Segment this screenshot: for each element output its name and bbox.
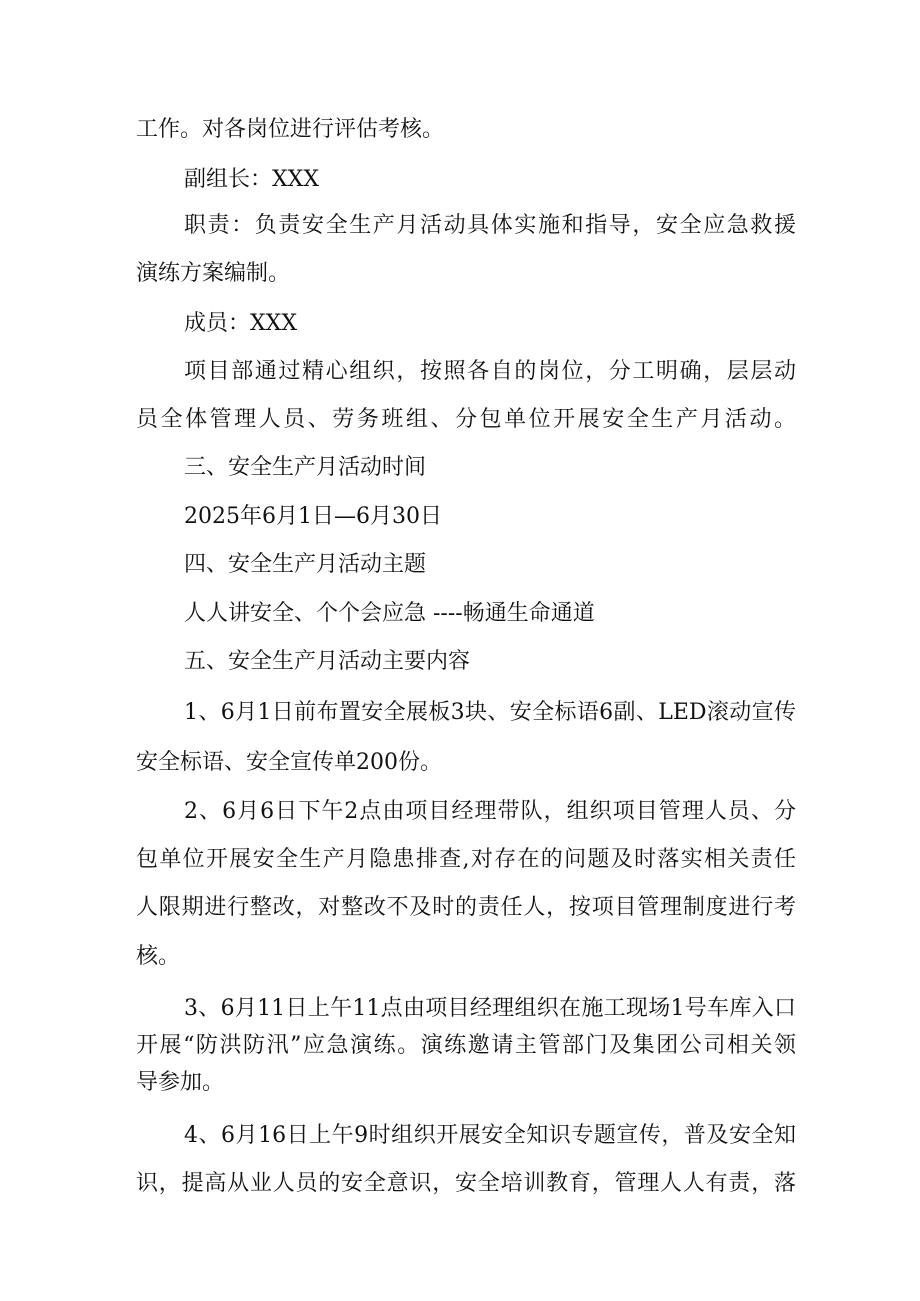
section-heading: 三、安全生产月活动时间 — [184, 455, 427, 480]
list-item-line: 包单位开展安全生产月隐患排查,对存在的问题及时落实相关责任 — [136, 847, 796, 872]
activity-dates: 2025年6月1日—6月30日 — [184, 504, 442, 529]
paragraph-line: 工作。对各岗位进行评估考核。 — [136, 117, 445, 142]
section-heading: 五、安全生产月活动主要内容 — [184, 649, 471, 674]
paragraph-line: 演练方案编制。 — [136, 261, 291, 286]
list-item-line: 3、6月11日上午11点由项目经理组织在施工现场1号车库入口 — [184, 996, 796, 1021]
list-item-line: 导参加。 — [136, 1070, 225, 1095]
list-item-line: 人限期进行整改，对整改不及时的责任人，按项目管理制度进行考 — [136, 895, 796, 920]
list-item-line: 开展“防洪防汛”应急演练。演练邀请主管部门及集团公司相关领 — [136, 1033, 796, 1058]
list-item-line: 1、6月1日前布置安全展板3块、安全标语6副、LED滚动宣传 — [184, 700, 796, 725]
deputy-leader-line: 副组长：XXX — [184, 167, 319, 192]
activity-theme: 人人讲安全、个个会应急 ----畅通生命通道 — [184, 601, 595, 626]
section-heading: 四、安全生产月活动主题 — [184, 552, 427, 577]
list-item-line: 核。 — [136, 944, 181, 969]
list-item-line: 4、6月16日上午9时组织开展安全知识专题宣传，普及安全知 — [184, 1123, 796, 1148]
list-item-line: 识，提高从业人员的安全意识，安全培训教育，管理人人有责，落 — [136, 1171, 796, 1196]
paragraph-line: 职责：负责安全生产月活动具体实施和指导，安全应急救援 — [184, 213, 796, 238]
members-line: 成员：XXX — [184, 311, 297, 336]
list-item-line: 2、6月6日下午2点由项目经理带队，组织项目管理人员、分 — [184, 799, 796, 824]
paragraph-line: 员全体管理人员、劳务班组、分包单位开展安全生产月活动。 — [136, 407, 796, 432]
list-item-line: 安全标语、安全宣传单200份。 — [136, 750, 442, 775]
paragraph-line: 项目部通过精心组织，按照各自的岗位，分工明确，层层动 — [184, 359, 796, 384]
